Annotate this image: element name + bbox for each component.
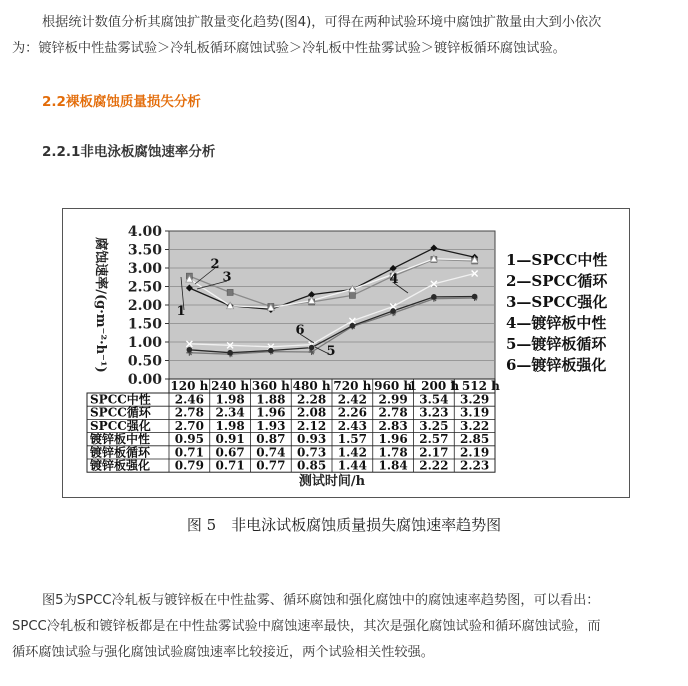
table-cell: 2.12: [297, 418, 327, 433]
series-number-label: 2: [210, 257, 220, 272]
data-point-6: [187, 347, 193, 353]
y-tick-label: 3.50: [127, 242, 162, 259]
x-category-label: 240 h: [211, 379, 250, 393]
y-tick-label: 2.50: [127, 279, 162, 296]
table-cell: 2.42: [337, 392, 367, 407]
conclusion-paragraph: [12, 588, 676, 666]
y-axis-label: 腐蚀速率/(g·m⁻²·h⁻¹): [93, 237, 108, 373]
table-row-label: SPCC循环: [90, 405, 151, 420]
legend: [506, 251, 608, 374]
data-point-6: [309, 345, 315, 351]
data-point-6: [268, 348, 274, 354]
table-cell: 0.93: [297, 432, 327, 447]
table-cell: 1.96: [378, 432, 408, 447]
data-point-6: [350, 323, 356, 329]
y-tick-label: 3.00: [127, 261, 162, 277]
table-cell: 2.19: [460, 445, 490, 460]
x-category-label: 1 512 h: [449, 379, 500, 393]
table-cell: 1.57: [337, 432, 367, 447]
table-cell: 3.19: [460, 405, 490, 420]
table-cell: 3.23: [419, 405, 449, 420]
section-heading: 2.2裸板腐蚀质量损失分析: [42, 94, 201, 110]
conclusion-line-3: 循环腐蚀试验与强化腐蚀试验腐蚀速率比较接近，两个试验相关性较强。: [12, 645, 434, 660]
series-number-label: 4: [389, 272, 399, 287]
table-cell: 2.78: [378, 405, 408, 420]
data-point-2: [349, 292, 355, 298]
table-cell: 3.29: [460, 392, 490, 407]
legend-entry: 3—SPCC强化: [506, 293, 608, 311]
series-number-label: 3: [222, 270, 232, 285]
table-cell: 0.77: [256, 458, 286, 473]
table-cell: 0.74: [256, 445, 286, 460]
figure-5: [62, 208, 630, 498]
table-cell: 0.73: [297, 445, 327, 460]
legend-entry: 4—镀锌板中性: [506, 314, 607, 332]
legend-entry: 6—镀锌板强化: [506, 356, 607, 374]
data-point-6: [390, 308, 396, 314]
table-cell: 2.22: [419, 458, 449, 473]
table-cell: 1.98: [215, 392, 245, 407]
legend-entry: 1—SPCC中性: [506, 251, 608, 269]
conclusion-line-1: 图5为SPCC冷轧板与镀锌板在中性盐雾、循环腐蚀和强化腐蚀中的腐蚀速率趋势图，可以看出：: [42, 593, 600, 608]
table-cell: 0.95: [174, 432, 204, 447]
table-cell: 1.42: [337, 445, 367, 460]
table-row-label: SPCC中性: [90, 392, 151, 407]
table-cell: 1.98: [215, 418, 245, 433]
table-cell: 2.17: [419, 445, 449, 460]
table-cell: 2.28: [297, 392, 327, 407]
series-number-label: 5: [326, 344, 336, 359]
data-point-6: [227, 350, 233, 356]
x-category-label: 960 h: [374, 379, 413, 393]
table-cell: 2.46: [174, 392, 204, 407]
data-table: [87, 379, 500, 473]
intro-line-1: 根据统计数值分析其腐蚀扩散量变化趋势(图4)，可得在两种试验环境中腐蚀扩散量由大到小依次: [42, 15, 602, 30]
x-category-label: 120 h: [170, 379, 209, 393]
y-axis-ticks: [128, 224, 169, 388]
x-category-label: 720 h: [333, 379, 372, 393]
legend-entry: 5—镀锌板循环: [506, 335, 607, 353]
table-row-label: 镀锌板中性: [90, 432, 151, 447]
table-cell: 3.25: [419, 418, 449, 433]
table-cell: 1.88: [256, 392, 286, 407]
y-tick-label: 1.50: [127, 316, 162, 333]
table-cell: 2.85: [460, 432, 490, 447]
table-cell: 0.67: [215, 445, 245, 460]
table-cell: 2.43: [337, 418, 367, 433]
data-point-6: [431, 294, 437, 300]
table-cell: 0.79: [174, 458, 204, 473]
table-cell: 3.22: [460, 418, 490, 433]
x-category-label: 360 h: [251, 379, 290, 393]
intro-line-2: 为：镀锌板中性盐雾试验＞冷轧板循环腐蚀试验＞冷轧板中性盐雾试验＞镀锌板循环腐蚀试验。: [12, 41, 566, 56]
table-cell: 2.23: [460, 458, 490, 473]
table-cell: 1.44: [337, 458, 367, 473]
x-axis-label: 测试时间/h: [298, 474, 366, 489]
table-row-label: 镀锌板循环: [90, 445, 151, 460]
data-point-2: [227, 289, 233, 295]
y-tick-label: 2.00: [127, 298, 162, 314]
table-cell: 0.71: [174, 445, 204, 460]
x-category-label: 480 h: [292, 379, 331, 393]
table-cell: 0.91: [215, 432, 245, 447]
table-cell: 1.93: [256, 418, 286, 433]
subsection-heading: 2.2.1非电泳板腐蚀速率分析: [42, 144, 216, 160]
table-cell: 1.84: [378, 458, 408, 473]
table-row-label: 镀锌板强化: [90, 458, 151, 473]
table-cell: 1.78: [378, 445, 408, 460]
conclusion-line-2: SPCC冷轧板和镀锌板都是在中性盐雾试验中腐蚀速率最快，其次是强化腐蚀试验和循环腐蚀试验，而: [12, 619, 601, 634]
legend-entry: 2—SPCC循环: [506, 272, 608, 290]
table-cell: 2.57: [419, 432, 449, 447]
table-row-label: SPCC强化: [90, 418, 151, 433]
series-number-label: 6: [295, 323, 305, 338]
table-cell: 0.87: [256, 432, 286, 447]
intro-paragraph: [12, 10, 676, 62]
table-cell: 0.85: [297, 458, 327, 473]
x-category-label: 1 200 h: [408, 379, 460, 393]
y-tick-label: 1.00: [127, 335, 162, 351]
table-cell: 2.83: [378, 418, 408, 433]
table-cell: 2.34: [215, 405, 245, 420]
table-cell: 3.54: [419, 392, 449, 407]
table-cell: 2.26: [337, 405, 367, 420]
table-cell: 1.96: [256, 405, 286, 420]
data-point-6: [472, 294, 478, 300]
table-cell: 2.08: [297, 405, 327, 420]
table-cell: 2.70: [174, 418, 204, 433]
table-cell: 2.78: [174, 405, 204, 420]
y-tick-label: 4.00: [127, 224, 162, 240]
y-tick-label: 0.00: [127, 372, 162, 388]
series-number-label: 1: [176, 304, 186, 319]
table-cell: 2.99: [378, 392, 408, 407]
figure-caption: 图 5 非电泳试板腐蚀质量损失腐蚀速率趋势图: [186, 516, 502, 534]
table-cell: 0.71: [215, 458, 245, 473]
y-tick-label: 0.50: [127, 353, 162, 370]
corrosion-rate-chart: [63, 209, 629, 497]
